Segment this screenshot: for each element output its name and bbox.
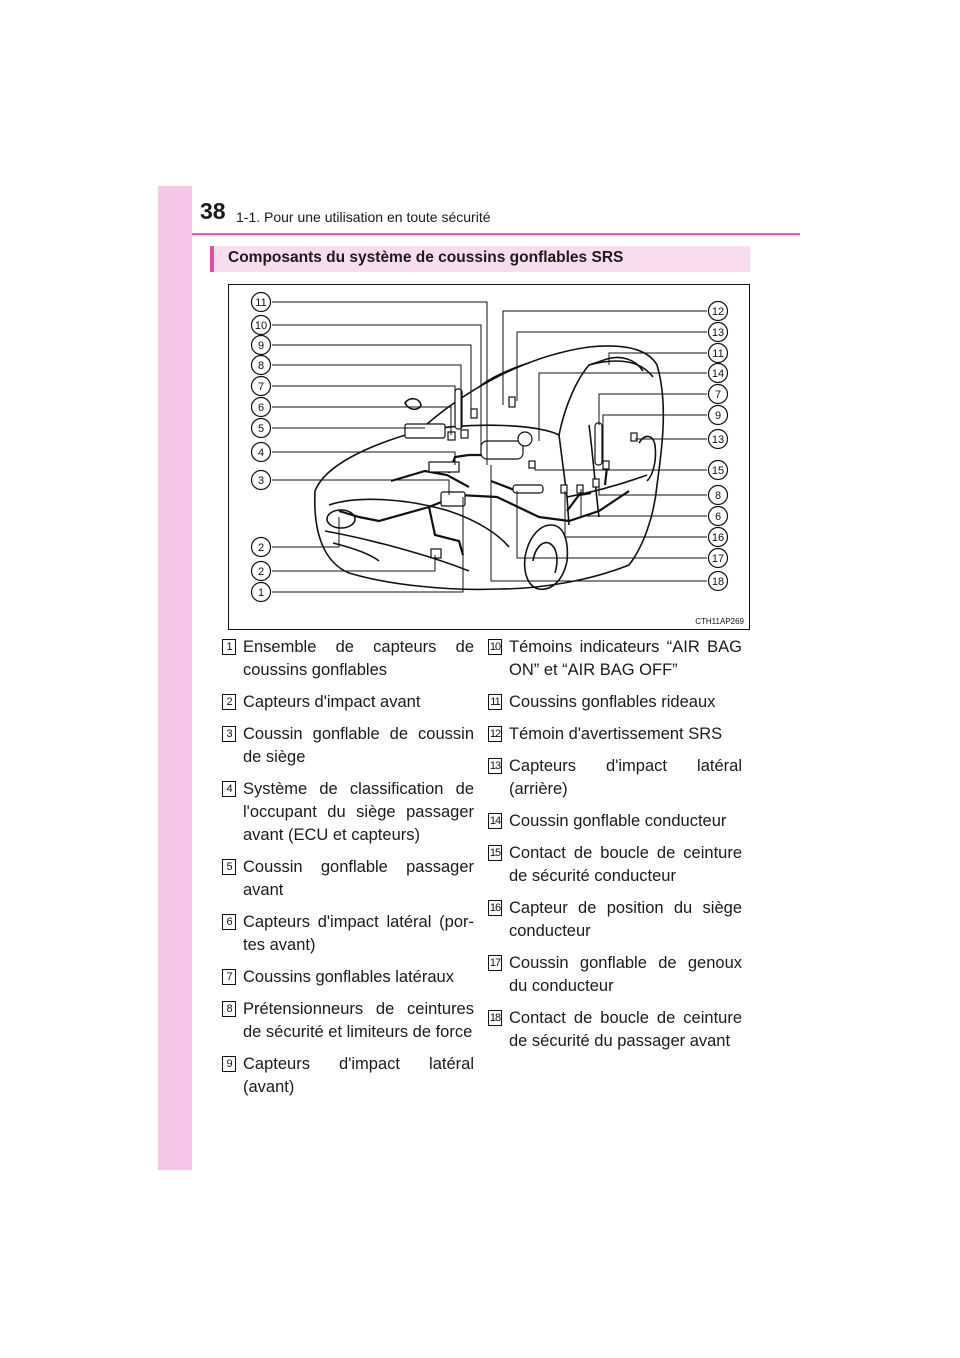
legend-number: 10 [489,641,501,653]
legend-item [488,636,742,682]
legend-text: Ensemble de capteurs de coussins gonflables [243,638,474,679]
legend-item [222,691,474,714]
callout-13-right [709,323,728,342]
callout-6-left [252,398,271,417]
legend-number: 12 [489,728,501,740]
callout-text: 17 [711,553,725,565]
legend-number: 5 [222,859,236,875]
legend-text: Contact de boucle de ceinture de sécurité du passager avant [509,1009,742,1050]
callout-13-right-b [709,430,728,449]
callout-text: 13 [711,434,725,446]
callout-text: 11 [255,297,267,309]
callout-9-right [709,406,728,425]
legend-item [222,636,474,682]
callout-text: 6 [257,402,265,414]
legend-item [222,856,474,902]
callout-7-left [252,377,271,396]
section-heading-bar [210,246,750,272]
legend-text: Capteurs d'impact avant [243,693,421,711]
legend-text: Capteurs d'impact latéral (por-tes avant) [243,913,474,954]
callout-text: 6 [714,511,722,523]
legend-item [222,911,474,957]
callout-text: 18 [711,576,725,588]
legend-item [488,1007,742,1053]
page-number: 38 [200,198,226,224]
legend-number: 1 [222,639,236,655]
callout-text: 1 [257,587,265,599]
legend-item [222,778,474,847]
srs-components-figure [228,284,750,630]
callout-10-left [252,316,271,335]
callout-8-left [252,356,271,375]
callout-text: 2 [257,566,265,578]
legend-text: Témoin d'avertissement SRS [509,725,723,743]
legend-text: Coussin gonflable de genoux du conducteur [509,954,742,995]
callout-text: 7 [257,381,265,393]
legend-number: 18 [489,1012,501,1024]
legend-number: 8 [222,1001,236,1017]
callout-text: 5 [257,423,265,435]
legend-number: 13 [489,760,501,772]
callout-text: 15 [711,465,725,477]
legend-text: Coussin gonflable de coussin de siège [243,725,474,766]
legend-number: 3 [222,726,236,742]
callout-text: 13 [711,327,725,339]
legend-item [222,1053,474,1099]
callout-12-right [709,302,728,321]
legend-number: 14 [489,815,501,827]
legend-number: 2 [222,694,236,710]
legend-item [488,755,742,801]
legend-number: 6 [222,914,236,930]
legend-right-column [488,636,742,1062]
legend-text: Capteurs d'impact latéral (arrière) [509,757,742,798]
running-head: 1-1. Pour une utilisation en toute sécurité [236,209,491,225]
callout-text: 2 [257,542,265,554]
callout-text: 4 [257,447,265,459]
callout-text: 7 [714,389,722,401]
legend-text: Coussins gonflables rideaux [509,693,716,711]
callout-text: 9 [714,410,722,422]
left-callout-labels [252,293,271,602]
callout-16-right [709,528,728,547]
callout-3-left [252,471,271,490]
legend-item [488,897,742,943]
callout-11-right [709,344,728,363]
callout-7-right [709,385,728,404]
legend-number: 17 [489,957,501,969]
callout-17-right [709,549,728,568]
right-callout-labels [709,302,728,591]
legend-item [488,723,742,746]
callout-9-left [252,336,271,355]
callout-1-left [252,583,271,602]
callout-15-right [709,461,728,480]
legend-item [222,723,474,769]
section-title: Composants du système de coussins gonflables SRS [228,249,624,266]
callout-4-left [252,443,271,462]
legend-item [488,952,742,998]
legend-number: 16 [489,902,501,914]
legend-item [488,842,742,888]
legend-number: 9 [222,1056,236,1072]
header-rule [192,233,800,235]
legend-item [222,966,474,989]
callout-text: 8 [714,490,722,502]
legend-number: 4 [222,781,236,797]
callout-text: 11 [712,348,724,360]
legend-item [488,810,742,833]
legend-text: Coussins gonflables latéraux [243,968,454,986]
legend-text: Capteurs d'impact latéral (avant) [243,1055,474,1096]
callout-text: 3 [257,475,265,487]
callout-6-right [709,507,728,526]
callout-text: 9 [257,340,265,352]
legend-left-column [222,636,474,1108]
legend-number: 7 [222,969,236,985]
callout-text: 10 [254,320,268,332]
legend-text: Prétensionneurs de ceintures de sécurité et limiteurs de force [243,1000,474,1041]
callout-2-left-a [252,538,271,557]
car-illustration [229,285,750,630]
callout-5-left [252,419,271,438]
callout-11-left [252,293,271,312]
legend-number: 15 [489,847,501,859]
callout-8-right [709,486,728,505]
car-body-drawing [315,346,664,589]
legend-text: Système de classification de l'occupant du siège passager avant (ECU et capteurs) [243,780,474,844]
legend-item [488,691,742,714]
callout-18-right [709,572,728,591]
callout-text: 8 [257,360,265,372]
legend-text: Témoins indicateurs “AIR BAG ON” et “AIR BAG OFF” [509,638,742,679]
legend-number: 11 [488,694,502,710]
figure-code: CTH11AP269 [695,617,744,626]
legend-text: Coussin gonflable conducteur [509,812,727,830]
chapter-side-strip [158,186,192,1170]
callout-2-left-b [252,562,271,581]
callout-text: 16 [711,532,725,544]
callout-14-right [709,364,728,383]
callout-text: 14 [711,368,725,380]
legend-text: Coussin gonflable passager avant [243,858,474,899]
callout-text: 12 [711,306,725,318]
legend-item [222,998,474,1044]
legend-text: Contact de boucle de ceinture de sécurité conducteur [509,844,742,885]
legend-text: Capteur de position du siège conducteur [509,899,742,940]
